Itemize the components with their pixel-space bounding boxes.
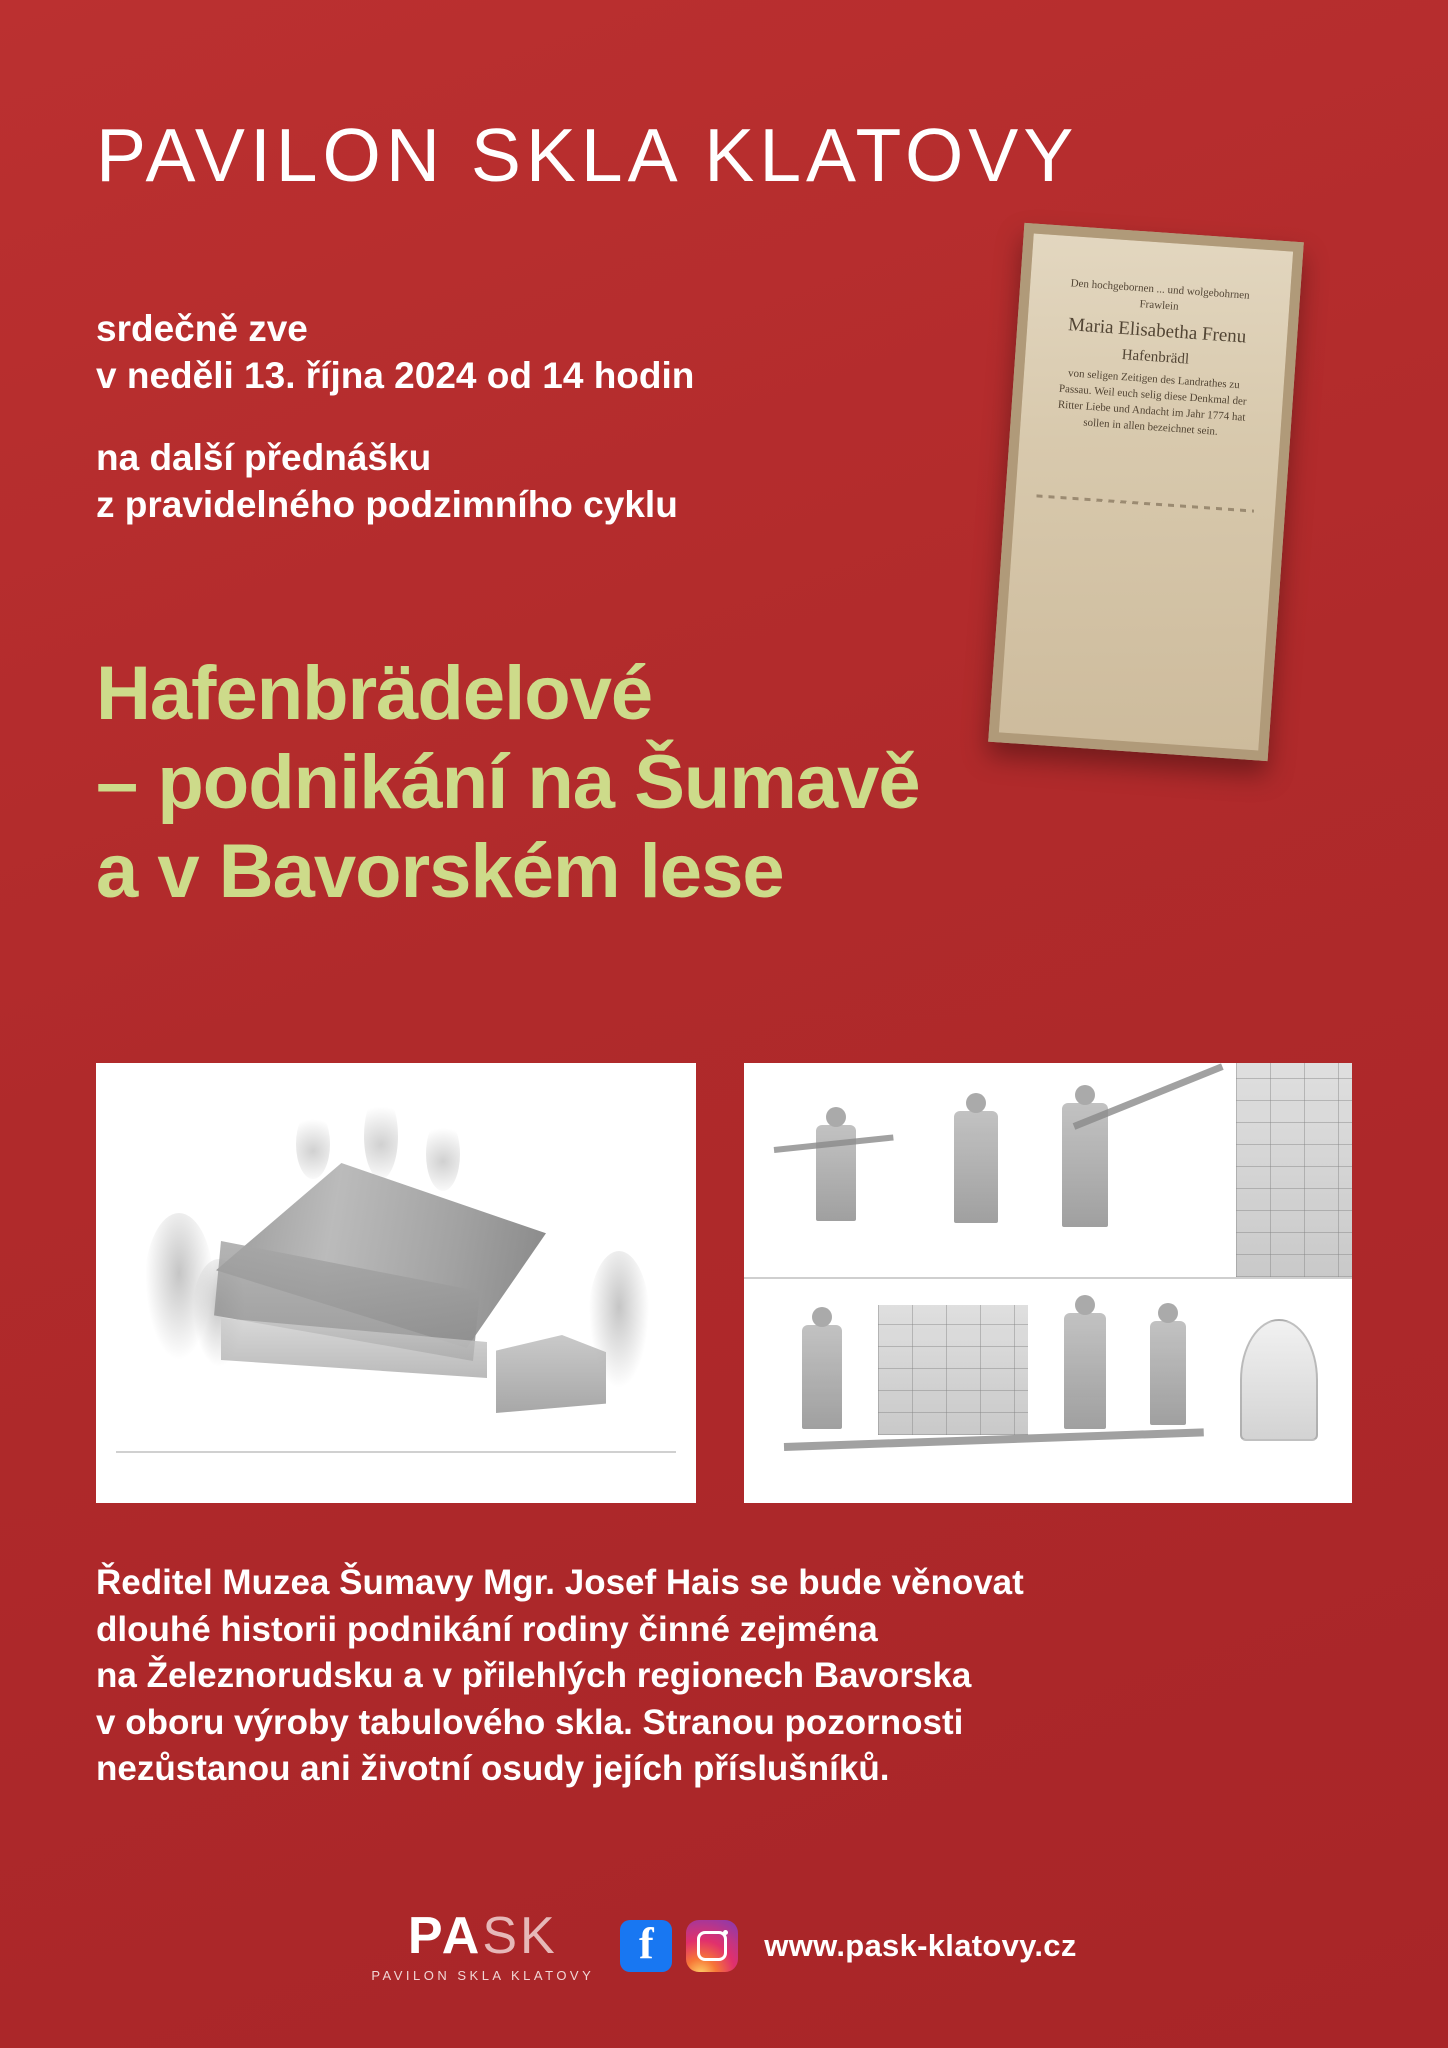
page-title: PAVILON SKLA KLATOVY — [96, 113, 1079, 197]
instagram-dot — [723, 1930, 728, 1935]
ground-line — [116, 1451, 676, 1453]
long-rod — [1073, 1063, 1224, 1129]
worker-figure — [1150, 1321, 1186, 1425]
worker-figure — [1064, 1313, 1106, 1429]
instagram-ring — [697, 1931, 727, 1961]
document-inscription-family: Hafenbrädl — [1121, 347, 1190, 369]
invitation-line-2: v neděli 13. října 2024 od 14 hodin — [96, 355, 695, 397]
footer — [0, 1907, 1448, 1983]
worker-head — [1158, 1303, 1178, 1323]
pask-logo-mark — [371, 1907, 594, 1965]
glass-hut-drawing — [96, 1063, 696, 1503]
worker-figure — [954, 1111, 998, 1223]
instagram-icon[interactable] — [686, 1920, 738, 1972]
website-link[interactable]: www.pask-klatovy.cz — [764, 1928, 1077, 1963]
smoke-plume — [296, 1109, 330, 1179]
scene-divider — [744, 1277, 1352, 1279]
invitation-what — [96, 434, 856, 529]
pask-logo-sk: SK — [482, 1907, 558, 1965]
worker-head — [812, 1307, 832, 1327]
invitation-block — [96, 305, 856, 528]
pask-logo-subtitle: PAVILON SKLA KLATOVY — [371, 1968, 595, 1983]
social-links — [620, 1920, 738, 1972]
smoke-plume — [426, 1117, 460, 1191]
invitation-when — [96, 305, 856, 400]
pask-logo — [371, 1907, 595, 1983]
pask-logo-pa: PA — [407, 1907, 483, 1965]
facebook-icon[interactable] — [620, 1920, 672, 1972]
description-line-5: nezůstanou ani životní osudy jejích příslušníků. — [96, 1749, 890, 1789]
description-line-1: Ředitel Muzea Šumavy Mgr. Josef Hais se bude věnovat — [96, 1563, 1024, 1602]
document-inscription — [1048, 276, 1259, 489]
lecture-title — [96, 650, 1388, 917]
lecture-title-line-1: Hafenbrädelové — [96, 651, 653, 736]
description-line-3: na Železnorudsku a v přilehlých regionech Bavorska — [96, 1656, 972, 1696]
brick-furnace — [878, 1305, 1028, 1435]
worker-head — [1075, 1085, 1095, 1105]
illustration-row — [96, 1063, 1352, 1503]
worker-figure — [802, 1325, 842, 1429]
lecture-description — [96, 1560, 1368, 1793]
lecture-title-line-2: – podnikání na Šumavě — [96, 739, 920, 825]
description-line-2: dlouhé historii podnikání rodiny činné zejména — [96, 1609, 878, 1649]
invitation-line-3: na další přednášku — [96, 436, 432, 478]
smoke-plume — [364, 1093, 398, 1179]
worker-head — [1075, 1295, 1095, 1315]
document-inscription-body: von seligen Zeitigen des Landrathes zu Passau. Weil euch selig diese Denkmal der Ritter Liebe und Andacht im Jahr 1774 hat sollen in allen bezeichnet sein. — [1057, 367, 1247, 438]
document-inscription-name: Maria Elisabetha Frenu — [1067, 314, 1247, 348]
document-inscription-top: Den hochgebornen ... und wolgebohrnen Frawlein — [1070, 277, 1251, 313]
description-line-4: v oboru výroby tabulového skla. Stranou pozornosti — [96, 1702, 964, 1742]
furnace-arch — [1240, 1319, 1318, 1441]
worker-head — [966, 1093, 986, 1113]
invitation-line-4: z pravidelného podzimního cyklu — [96, 484, 678, 526]
lecture-title-line-3: a v Bavorském lese — [96, 828, 784, 914]
invitation-line-1: srdečně zve — [96, 308, 308, 349]
worker-head — [826, 1107, 846, 1127]
brick-wall — [1236, 1063, 1352, 1277]
glassworkers-drawing — [744, 1063, 1352, 1503]
